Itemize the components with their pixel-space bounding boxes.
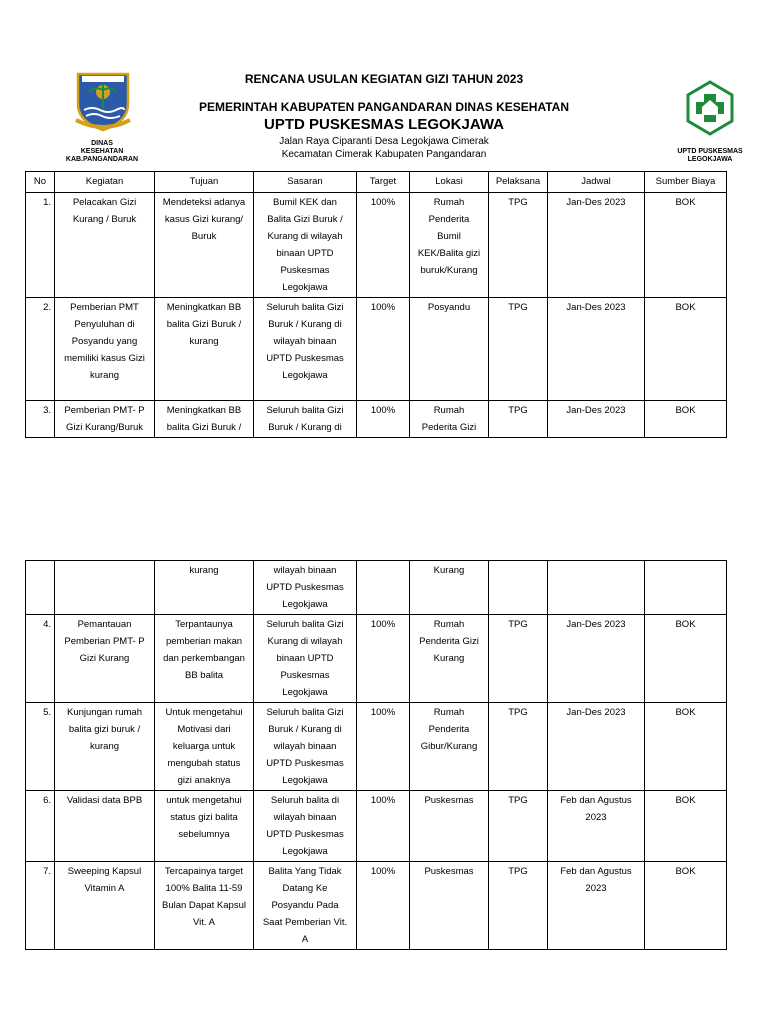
cell-tujuan-line: kurang xyxy=(189,565,219,576)
cell-no xyxy=(26,561,55,615)
cell-tujuan-line: Terpantaunya xyxy=(175,619,233,630)
cell-sasaran-line: Legokjawa xyxy=(282,775,328,786)
cell-pelaksana: TPG xyxy=(489,791,548,862)
cell-no: 1. xyxy=(26,193,55,298)
cell-sasaran-line: Bumil KEK dan xyxy=(273,197,337,208)
cell-pelaksana: TPG xyxy=(489,193,548,298)
cell-tujuan-line: Vit. A xyxy=(192,917,215,928)
cell-lokasi xyxy=(410,401,489,438)
cell-tujuan-line: mengubah status xyxy=(167,758,241,769)
cell-no: 7. xyxy=(26,862,55,950)
cell-lokasi-line: Kurang xyxy=(433,653,465,664)
cell-target xyxy=(357,561,410,615)
cell-tujuan-line: status gizi balita xyxy=(170,812,238,823)
cell-target: 100% xyxy=(357,615,410,703)
cell-lokasi xyxy=(410,561,489,615)
activity-table-page-2 xyxy=(25,560,727,950)
cell-jadwal xyxy=(548,298,645,401)
cell-sumber-biaya: BOK xyxy=(645,193,727,298)
cell-lokasi-line: Pederita Gizi xyxy=(421,422,477,433)
cell-kegiatan-line: Sweeping Kapsul xyxy=(67,866,142,877)
cell-sasaran-line: binaan UPTD xyxy=(276,653,334,664)
cell-no: 4. xyxy=(26,615,55,703)
cell-tujuan-line: kasus Gizi kurang/ xyxy=(164,214,244,225)
cell-tujuan-line: Untuk mengetahui xyxy=(165,707,243,718)
cell-sasaran-line: binaan UPTD xyxy=(276,248,334,259)
cell-sasaran-line: wilayah binaan xyxy=(273,812,337,823)
cell-tujuan-line: untuk mengetahui xyxy=(166,795,242,806)
cell-tujuan xyxy=(155,401,254,438)
cell-kegiatan-line: Pemantauan xyxy=(77,619,132,630)
cell-target: 100% xyxy=(357,193,410,298)
cell-tujuan-line: balita Gizi Buruk / xyxy=(166,422,242,433)
header-kegiatan: Kegiatan xyxy=(55,172,155,193)
cell-kegiatan-line: Vitamin A xyxy=(84,883,125,894)
cell-lokasi-line: Penderita xyxy=(428,214,470,225)
cell-kegiatan-line: Gizi Kurang xyxy=(79,653,130,664)
cell-lokasi xyxy=(410,862,489,950)
cell-kegiatan xyxy=(55,791,155,862)
cell-sasaran xyxy=(254,401,357,438)
cell-sasaran-line: wilayah binaan xyxy=(273,741,337,752)
table-body-page-1 xyxy=(26,193,727,438)
cell-sasaran-line: Buruk / Kurang di xyxy=(268,319,342,330)
cell-sasaran-line: Posyandu Pada xyxy=(271,900,339,911)
cell-tujuan-line: Mendeteksi adanya xyxy=(162,197,246,208)
pangandaran-crest-logo xyxy=(72,70,134,132)
cell-jadwal-line: 2023 xyxy=(585,812,607,823)
cell-tujuan-line: kurang xyxy=(189,336,219,347)
cell-sasaran-line: Balita Gizi Buruk / xyxy=(267,214,343,225)
cell-no: 2. xyxy=(26,298,55,401)
table-header-row xyxy=(26,172,727,193)
cell-lokasi-line: Rumah xyxy=(433,405,465,416)
cell-jadwal xyxy=(548,401,645,438)
cell-target: 100% xyxy=(357,401,410,438)
table-row xyxy=(26,298,727,401)
header-lokasi: Lokasi xyxy=(410,172,489,193)
header-pelaksana: Pelaksana xyxy=(489,172,548,193)
cell-tujuan-line: pemberian makan xyxy=(165,636,243,647)
puskesmas-logo xyxy=(685,80,735,136)
cell-lokasi-line: Penderita xyxy=(428,724,470,735)
cell-sasaran-line: UPTD Puskesmas xyxy=(266,582,344,593)
cell-jadwal-line: Jan-Des 2023 xyxy=(566,197,626,208)
cell-sasaran-line: UPTD Puskesmas xyxy=(266,758,344,769)
header-jadwal: Jadwal xyxy=(548,172,645,193)
cell-lokasi-line: Rumah xyxy=(433,619,465,630)
cell-tujuan xyxy=(155,862,254,950)
cell-no: 5. xyxy=(26,703,55,791)
cell-kegiatan-line: Penyuluhan di xyxy=(74,319,135,330)
cell-sumber-biaya: BOK xyxy=(645,401,727,438)
address-line-1: Jalan Raya Ciparanti Desa Legokjawa Cimerak xyxy=(279,136,489,147)
cell-tujuan-line: Bulan Dapat Kapsul xyxy=(162,900,246,911)
cell-tujuan-line: Meningkatkan BB xyxy=(166,302,242,313)
cell-target: 100% xyxy=(357,862,410,950)
cell-lokasi xyxy=(410,193,489,298)
cell-tujuan-line: Buruk xyxy=(191,231,217,242)
cell-kegiatan-line: balita gizi buruk / xyxy=(68,724,141,735)
cell-tujuan xyxy=(155,298,254,401)
cell-kegiatan xyxy=(55,615,155,703)
cell-kegiatan xyxy=(55,703,155,791)
cell-sasaran-line: Kurang di wilayah xyxy=(267,636,343,647)
cell-sasaran-line: wilayah binaan xyxy=(273,336,337,347)
header-tujuan: Tujuan xyxy=(155,172,254,193)
cell-lokasi xyxy=(410,791,489,862)
cell-lokasi-line: Kurang xyxy=(433,565,465,576)
cell-sasaran xyxy=(254,791,357,862)
cell-pelaksana: TPG xyxy=(489,401,548,438)
cell-jadwal xyxy=(548,615,645,703)
cell-kegiatan-line: Pemberian PMT- P xyxy=(64,636,145,647)
cell-sasaran-line: Seluruh balita Gizi xyxy=(266,302,344,313)
cell-tujuan-line: dan perkembangan xyxy=(163,653,245,664)
cell-sasaran-line: Legokjawa xyxy=(282,846,328,857)
table-row xyxy=(26,615,727,703)
cell-kegiatan xyxy=(55,298,155,401)
cell-tujuan xyxy=(155,615,254,703)
left-logo-caption: DINAS KESEHATAN KAB.PANGANDARAN xyxy=(65,140,139,163)
cell-sasaran-line: Datang Ke xyxy=(282,883,328,894)
cell-sasaran-line: UPTD Puskesmas xyxy=(266,829,344,840)
cell-sumber-biaya: BOK xyxy=(645,703,727,791)
cell-kegiatan-line: Kunjungan rumah xyxy=(67,707,142,718)
header-sumber-biaya: Sumber Biaya xyxy=(645,172,727,193)
cell-tujuan xyxy=(155,703,254,791)
cell-kegiatan xyxy=(55,401,155,438)
cell-sumber-biaya xyxy=(645,561,727,615)
table-row xyxy=(26,862,727,950)
cell-jadwal-line: Feb dan Agustus xyxy=(560,866,632,877)
cell-sasaran xyxy=(254,862,357,950)
unit-name: UPTD PUSKESMAS LEGOKJAWA xyxy=(263,116,505,133)
cell-lokasi-line: Gibur/Kurang xyxy=(420,741,478,752)
cell-kegiatan xyxy=(55,862,155,950)
cell-target: 100% xyxy=(357,791,410,862)
cell-lokasi-line: Bumil xyxy=(437,231,461,242)
agency-name: PEMERINTAH KABUPATEN PANGANDARAN DINAS KESEHATAN xyxy=(198,100,569,114)
cell-sasaran-line: Legokjawa xyxy=(282,370,328,381)
cell-kegiatan xyxy=(55,193,155,298)
cell-pelaksana: TPG xyxy=(489,298,548,401)
cell-sumber-biaya: BOK xyxy=(645,298,727,401)
cell-jadwal-line: 2023 xyxy=(585,883,607,894)
table-row xyxy=(26,193,727,298)
cell-kegiatan-line: Pemberian PMT xyxy=(70,302,139,313)
cell-pelaksana: TPG xyxy=(489,703,548,791)
cell-tujuan-line: 100% Balita 11-59 xyxy=(165,883,243,894)
cell-sasaran xyxy=(254,615,357,703)
cell-kegiatan-line: Gizi Kurang/Buruk xyxy=(65,422,144,433)
cell-pelaksana: TPG xyxy=(489,615,548,703)
cell-jadwal-line: Jan-Des 2023 xyxy=(566,302,626,313)
cell-lokasi-line: Rumah xyxy=(433,197,465,208)
document-title: RENCANA USULAN KEGIATAN GIZI TAHUN 2023 xyxy=(244,72,524,86)
table-body-page-2 xyxy=(26,561,727,950)
cell-kegiatan-line: Kurang / Buruk xyxy=(72,214,137,225)
cell-sasaran xyxy=(254,703,357,791)
cell-jadwal-line: Feb dan Agustus xyxy=(560,795,632,806)
cell-sumber-biaya: BOK xyxy=(645,862,727,950)
table-row xyxy=(26,703,727,791)
cell-sasaran-line: UPTD Puskesmas xyxy=(266,353,344,364)
cell-tujuan-line: Tercapainya target xyxy=(164,866,244,877)
table-row xyxy=(26,561,727,615)
cell-sasaran-line: Legokjawa xyxy=(282,282,328,293)
cell-lokasi-line: Penderita Gizi xyxy=(419,636,479,647)
cell-lokasi-line: Rumah xyxy=(433,707,465,718)
cell-jadwal-line: Jan-Des 2023 xyxy=(566,405,626,416)
cell-sumber-biaya: BOK xyxy=(645,615,727,703)
cell-jadwal xyxy=(548,703,645,791)
cell-tujuan-line: Motivasi dari xyxy=(177,724,231,735)
cell-pelaksana: TPG xyxy=(489,862,548,950)
cell-sasaran-line: Puskesmas xyxy=(280,265,330,276)
cell-lokasi-line: KEK/Balita gizi xyxy=(417,248,481,259)
cell-pelaksana xyxy=(489,561,548,615)
cell-lokasi-line: Puskesmas xyxy=(424,866,474,877)
cell-sasaran-line: Kurang di wilayah xyxy=(267,231,343,242)
activity-table-page-1 xyxy=(25,171,727,438)
header-no: No xyxy=(26,172,55,193)
address-line-2: Kecamatan Cimerak Kabupaten Pangandaran xyxy=(281,149,487,160)
cell-sasaran xyxy=(254,298,357,401)
cell-sasaran-line: Legokjawa xyxy=(282,687,328,698)
cell-sasaran xyxy=(254,561,357,615)
cell-sasaran-line: A xyxy=(301,934,309,945)
cell-sasaran-line: Buruk / Kurang di xyxy=(268,422,342,433)
cell-sasaran-line: Balita Yang Tidak xyxy=(268,866,342,877)
cell-kegiatan-line: Pemberian PMT- P xyxy=(64,405,145,416)
cell-sasaran xyxy=(254,193,357,298)
cell-kegiatan xyxy=(55,561,155,615)
cell-tujuan-line: sebelumnya xyxy=(178,829,230,840)
cell-lokasi xyxy=(410,615,489,703)
cell-kegiatan-line: Validasi data BPB xyxy=(66,795,143,806)
cell-kegiatan-line: Pelacakan Gizi xyxy=(72,197,137,208)
cell-no: 6. xyxy=(26,791,55,862)
cell-kegiatan-line: kurang xyxy=(89,370,120,381)
cell-tujuan-line: BB balita xyxy=(184,670,224,681)
cell-jadwal-line: Jan-Des 2023 xyxy=(566,707,626,718)
cell-sasaran-line: Seluruh balita di xyxy=(270,795,340,806)
cell-jadwal xyxy=(548,862,645,950)
cell-tujuan-line: Meningkatkan BB xyxy=(166,405,242,416)
cell-no: 3. xyxy=(26,401,55,438)
cell-tujuan-line: keluarga untuk xyxy=(172,741,236,752)
cell-tujuan-line: balita Gizi Buruk / xyxy=(166,319,242,330)
cell-lokasi xyxy=(410,298,489,401)
cell-sasaran-line: Seluruh balita Gizi xyxy=(266,405,344,416)
table-row xyxy=(26,791,727,862)
cell-jadwal xyxy=(548,193,645,298)
cell-tujuan xyxy=(155,791,254,862)
cell-lokasi-line: Puskesmas xyxy=(424,795,474,806)
cell-target: 100% xyxy=(357,703,410,791)
cell-sasaran-line: Puskesmas xyxy=(280,670,330,681)
cell-lokasi-line: buruk/Kurang xyxy=(420,265,478,276)
right-logo-caption: UPTD PUSKESMAS LEGOKJAWA xyxy=(677,148,743,163)
cell-lokasi xyxy=(410,703,489,791)
cell-sasaran-line: Buruk / Kurang di xyxy=(268,724,342,735)
cell-tujuan xyxy=(155,561,254,615)
cell-sasaran-line: Saat Pemberian Vit. xyxy=(262,917,348,928)
cell-jadwal xyxy=(548,791,645,862)
cell-sasaran-line: wilayah binaan xyxy=(273,565,337,576)
cell-jadwal-line: Jan-Des 2023 xyxy=(566,619,626,630)
cell-sasaran-line: Seluruh balita Gizi xyxy=(266,707,344,718)
cell-target: 100% xyxy=(357,298,410,401)
header-target: Target xyxy=(357,172,410,193)
cell-sasaran-line: Seluruh balita Gizi xyxy=(266,619,344,630)
cell-kegiatan-line: Posyandu yang xyxy=(71,336,138,347)
cell-sumber-biaya: BOK xyxy=(645,791,727,862)
cell-kegiatan-line: memiliki kasus Gizi xyxy=(64,353,145,364)
header-sasaran: Sasaran xyxy=(254,172,357,193)
cell-kegiatan-line: kurang xyxy=(89,741,120,752)
cell-sasaran-line: Legokjawa xyxy=(282,599,328,610)
cell-lokasi-line: Posyandu xyxy=(427,302,471,313)
table-row xyxy=(26,401,727,438)
cell-tujuan-line: gizi anaknya xyxy=(177,775,231,786)
cell-jadwal xyxy=(548,561,645,615)
cell-tujuan xyxy=(155,193,254,298)
